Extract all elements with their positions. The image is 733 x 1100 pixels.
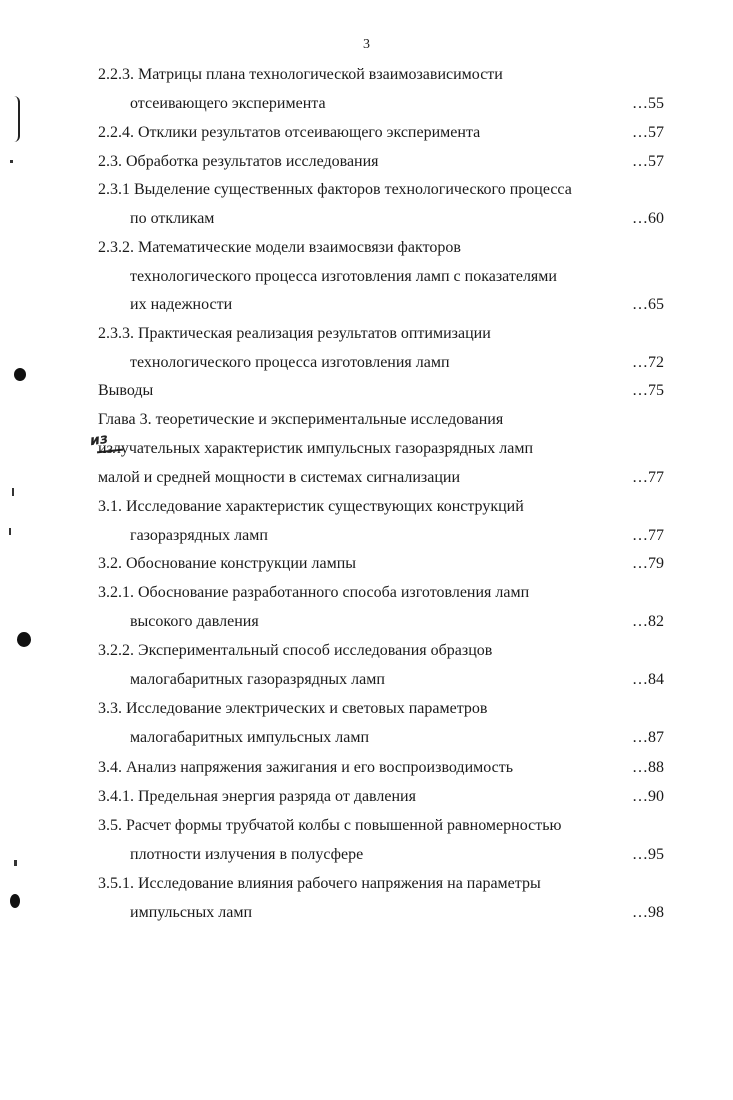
toc-line: [0, 323, 733, 345]
toc-entry-text: 3.5. Расчет формы трубчатой колбы с повышенной равномерностью: [98, 817, 562, 834]
toc-entry-text: импульсных ламп: [130, 904, 253, 921]
toc-line: [0, 582, 733, 604]
toc-line: [0, 669, 733, 691]
toc-page-number: …77: [632, 469, 664, 486]
toc-line: [0, 727, 733, 749]
toc-line: [0, 698, 733, 720]
toc-page-number: …75: [632, 382, 664, 399]
toc-entry-text: 3.4. Анализ напряжения зажигания и его воспроизводимость: [98, 759, 514, 776]
toc-page-number: …90: [632, 788, 664, 805]
toc-entry-text: 2.2.3. Матрицы плана технологической взаимозависимости: [98, 66, 503, 83]
toc-page-number: …88: [632, 759, 664, 776]
toc-page-number: …77: [632, 527, 664, 544]
toc-entry-text: 2.3.3. Практическая реализация результатов оптимизации: [98, 325, 491, 342]
toc-line: [0, 496, 733, 518]
toc-line: [0, 294, 733, 316]
toc-entry-text: 3.4.1. Предельная энергия разряда от давления: [98, 788, 416, 805]
toc-line: [0, 757, 733, 779]
toc-entry-text: 3.2. Обоснование конструкции лампы: [98, 555, 357, 572]
toc-line: [0, 409, 733, 431]
toc-page-number: …72: [632, 354, 664, 371]
toc-page-number: …55: [632, 95, 664, 112]
toc-entry-text: 3.5.1. Исследование влияния рабочего напряжения на параметры: [98, 875, 541, 892]
toc-page-number: …84: [632, 671, 664, 688]
toc-line: [0, 873, 733, 895]
toc-line: [0, 640, 733, 662]
toc-entry-text: технологического процесса изготовления ламп с показателями: [130, 268, 557, 285]
toc-page-number: …65: [632, 296, 664, 313]
toc-line: [0, 815, 733, 837]
toc-page-number: …82: [632, 613, 664, 630]
toc-line: [0, 380, 733, 402]
toc-page-number: …87: [632, 729, 664, 746]
margin-speck: [12, 488, 14, 496]
toc-page-number: …95: [632, 846, 664, 863]
toc-entry-text: малогабаритных газоразрядных ламп: [130, 671, 385, 688]
toc-page-number: …57: [632, 153, 664, 170]
toc-entry-text: излучательных характеристик импульсных газоразрядных ламп: [98, 440, 534, 457]
toc-line: [0, 525, 733, 547]
toc-line: [0, 64, 733, 86]
toc-line: [0, 553, 733, 575]
toc-line: [0, 237, 733, 259]
toc-page-number: …98: [632, 904, 664, 921]
toc-page-number: …57: [632, 124, 664, 141]
toc-entry-text: Выводы: [98, 382, 154, 399]
toc-entry-text: 3.2.1. Обоснование разработанного способа изготовления ламп: [98, 584, 530, 601]
toc-line: [0, 352, 733, 374]
toc-line: [0, 266, 733, 288]
toc-entry-text: малой и средней мощности в системах сигнализации: [98, 469, 461, 486]
toc-entry-text: 2.2.4. Отклики результатов отсеивающего эксперимента: [98, 124, 481, 141]
toc-entry-text: отсеивающего эксперимента: [130, 95, 326, 112]
toc-line: [0, 611, 733, 633]
toc-page-number: …60: [632, 210, 664, 227]
toc-entry-text: 2.3. Обработка результатов исследования: [98, 153, 379, 170]
toc-line: [0, 151, 733, 173]
toc-line: [0, 179, 733, 201]
toc-line: [0, 786, 733, 808]
toc-entry-text: плотности излучения в полусфере: [130, 846, 364, 863]
toc-entry-text: 3.1. Исследование характеристик существующих конструкций: [98, 498, 524, 515]
toc-entry-text: их надежности: [130, 296, 233, 313]
page-number: 3: [363, 37, 370, 52]
toc-entry-text: технологического процесса изготовления ламп: [130, 354, 450, 371]
toc-entry-text: 3.3. Исследование электрических и световых параметров: [98, 700, 488, 717]
toc-line: [0, 438, 733, 460]
toc-entry-text: 2.3.1 Выделение существенных факторов технологического процесса: [98, 181, 572, 198]
toc-line: [0, 93, 733, 115]
toc-page-number: …79: [632, 555, 664, 572]
toc-entry-text: 3.2.2. Экспериментальный способ исследования образцов: [98, 642, 493, 659]
toc-entry-text: малогабаритных импульсных ламп: [130, 729, 370, 746]
toc-line: [0, 844, 733, 866]
toc-line: [0, 122, 733, 144]
toc-line: [0, 208, 733, 230]
toc-entry-text: 2.3.2. Математические модели взаимосвязи факторов: [98, 239, 461, 256]
toc-entry-text: Глава 3. теоретические и экспериментальные исследования: [98, 411, 504, 428]
toc-entry-text: газоразрядных ламп: [130, 527, 268, 544]
toc-entry-text: высокого давления: [130, 613, 259, 630]
toc-line: [0, 467, 733, 489]
toc-line: [0, 902, 733, 924]
toc-entry-text: по откликам: [130, 210, 215, 227]
handwritten-correction: из: [88, 430, 109, 450]
